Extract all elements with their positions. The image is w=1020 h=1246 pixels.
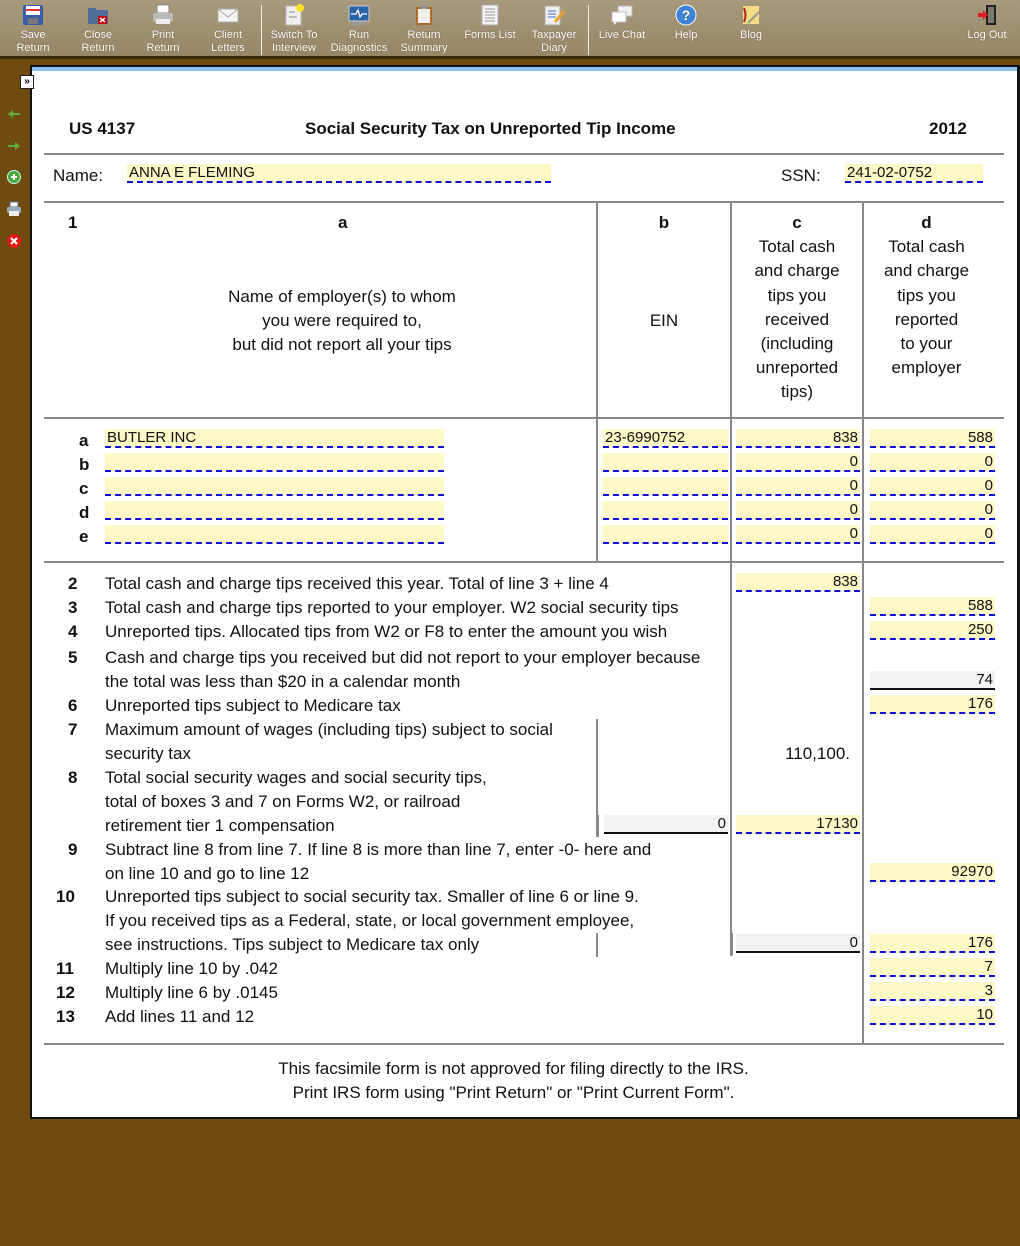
- line-6-number: 6: [68, 696, 78, 715]
- floppy-disk-icon: [22, 4, 44, 26]
- line-8-text-2: total of boxes 3 and 7 on Forms W2, or railroad: [105, 792, 461, 811]
- toolbar-separator-2: [588, 5, 589, 55]
- blog-button[interactable]: [736, 4, 766, 56]
- switch-to-interview-label-2: Interview: [271, 42, 317, 54]
- line-2-text: Total cash and charge tips received this year. Total of line 3 + line 4: [105, 574, 609, 593]
- line-8-field[interactable]: 17130: [736, 815, 860, 834]
- log-out-button[interactable]: [964, 4, 1010, 56]
- save-return-label-2: Return: [16, 42, 50, 54]
- diary-pencil-icon: [543, 4, 565, 26]
- name-field[interactable]: ANNA E FLEMING: [127, 164, 551, 183]
- run-diagnostics-button[interactable]: [330, 4, 388, 56]
- close-return-label-2: Return: [81, 42, 115, 54]
- line-5-field[interactable]: 74: [870, 671, 995, 690]
- line-9-text: Subtract line 8 from line 7. If line 8 is more than line 7, enter -0- here and: [105, 840, 652, 859]
- column-divider-b: [596, 203, 598, 561]
- delete-icon[interactable]: [6, 233, 22, 249]
- print-return-label: Print: [151, 29, 175, 41]
- run-diagnostics-label: Run: [348, 29, 370, 41]
- line-8-number: 8: [68, 768, 78, 787]
- col-c-header-line: tips): [780, 382, 814, 402]
- col-c-header: [732, 211, 862, 405]
- taxpayer-diary-button[interactable]: [530, 4, 578, 56]
- switch-to-interview-label: Switch To: [270, 29, 318, 41]
- monitor-pulse-icon: [348, 4, 370, 26]
- print-return-label-2: Return: [146, 42, 180, 54]
- employer-row-letter: c: [79, 479, 89, 498]
- employer-row-letter: d: [79, 503, 90, 522]
- line-4-number: 4: [68, 622, 78, 641]
- line-8-sub-field[interactable]: 0: [604, 815, 728, 834]
- facsimile-notice-line: This facsimile form is not approved for filing directly to the IRS.: [278, 1059, 749, 1078]
- folder-close-icon: [87, 4, 109, 26]
- blog-label: Blog: [739, 29, 763, 41]
- line-3-text: Total cash and charge tips reported to your employer. W2 social security tips: [105, 598, 679, 617]
- interview-icon: [283, 4, 305, 26]
- col-c-letter: c: [792, 213, 802, 232]
- col-b-header: EIN: [649, 311, 679, 330]
- line-10-number: 10: [56, 887, 75, 906]
- divider: [44, 561, 1004, 563]
- col-d-header-line: tips you: [897, 285, 956, 305]
- svg-text:?: ?: [681, 7, 691, 23]
- name-label: Name:: [53, 166, 104, 185]
- forms-list-button[interactable]: [462, 4, 518, 56]
- col-d-header-line: reported: [894, 309, 959, 329]
- scroll-quill-icon: [740, 4, 762, 26]
- save-return-button[interactable]: [14, 4, 52, 56]
- employer-ein-field[interactable]: [603, 453, 728, 472]
- col-d-header: [864, 211, 989, 380]
- employer-ein-field[interactable]: 23-6990752: [603, 429, 728, 448]
- close-return-label: Close: [83, 29, 113, 41]
- collapse-sidebar-button[interactable]: »: [20, 75, 34, 89]
- col-d-letter: d: [921, 213, 932, 232]
- employer-row-letter: e: [79, 527, 89, 546]
- divider: [44, 417, 1004, 419]
- line-1-number: 1: [68, 213, 78, 232]
- divider: [44, 153, 1004, 155]
- tips-received-field[interactable]: 838: [736, 429, 860, 448]
- line-9-field[interactable]: 92970: [870, 863, 995, 882]
- envelope-icon: [217, 4, 239, 26]
- col-a-letter: a: [338, 213, 348, 232]
- return-summary-label: Return: [407, 29, 441, 41]
- col-c-header-line: unreported: [755, 358, 839, 378]
- add-circle-icon[interactable]: [6, 169, 22, 185]
- employer-ein-field[interactable]: [603, 477, 728, 496]
- help-question-icon: [675, 4, 697, 26]
- clipboard-icon: [413, 4, 435, 26]
- line-5-text: Cash and charge tips you received but did not report to your employer because: [105, 648, 701, 667]
- tips-received-field[interactable]: 0: [736, 525, 860, 544]
- tips-received-field[interactable]: 0: [736, 501, 860, 520]
- line-7-text: Maximum amount of wages (including tips) subject to social: [105, 720, 553, 739]
- employer-name-field[interactable]: [105, 501, 444, 520]
- tips-reported-field[interactable]: 0: [870, 501, 995, 520]
- col-c-header-line: received: [764, 309, 830, 329]
- divider: [44, 1043, 1004, 1045]
- close-return-button[interactable]: [78, 4, 118, 56]
- line-7-value: 110,100.: [785, 744, 850, 763]
- col-c-header-line: Total cash: [758, 237, 836, 257]
- line-12-field[interactable]: 3: [870, 982, 995, 1001]
- employer-name-field[interactable]: [105, 477, 444, 496]
- tips-received-field[interactable]: 0: [736, 477, 860, 496]
- taxpayer-diary-label-2: Diary: [541, 42, 567, 54]
- tips-reported-field[interactable]: 0: [870, 525, 995, 544]
- forms-list-label: Forms List: [464, 29, 516, 41]
- ssn-label: SSN:: [781, 166, 821, 185]
- tips-received-field[interactable]: 0: [736, 453, 860, 472]
- sub-field-marker: [732, 933, 733, 955]
- employer-ein-field[interactable]: [603, 501, 728, 520]
- exit-door-icon: [976, 4, 998, 26]
- line-4-text: Unreported tips. Allocated tips from W2 or F8 to enter the amount you wish: [105, 622, 668, 641]
- switch-to-interview-button[interactable]: [268, 4, 320, 56]
- list-document-icon: [479, 4, 501, 26]
- form-id: US 4137: [69, 119, 136, 138]
- arrow-left-icon[interactable]: [6, 106, 22, 122]
- line-10-text-2: If you received tips as a Federal, state, or local government employee,: [105, 911, 635, 930]
- col-a-header-line: Name of employer(s) to whom: [228, 287, 456, 306]
- printer-icon: [152, 4, 174, 26]
- print-return-button[interactable]: [143, 4, 183, 56]
- run-diagnostics-label-2: Diagnostics: [330, 42, 388, 54]
- toolbar-separator: [261, 5, 262, 55]
- chat-bubbles-icon: [611, 4, 633, 26]
- live-chat-button[interactable]: [597, 4, 647, 56]
- line-4-field[interactable]: 250: [870, 621, 995, 640]
- line-2-number: 2: [68, 574, 78, 593]
- help-button[interactable]: [670, 4, 702, 56]
- form-year: 2012: [929, 119, 967, 138]
- line-3-field[interactable]: 588: [870, 597, 995, 616]
- col-a-header: [132, 285, 552, 358]
- facsimile-notice: [32, 1057, 995, 1105]
- tips-reported-field[interactable]: 0: [870, 453, 995, 472]
- client-letters-label-2: Letters: [211, 42, 245, 54]
- employer-ein-field[interactable]: [603, 525, 728, 544]
- col-a-header-line: but did not report all your tips: [232, 335, 452, 355]
- live-chat-label: Live Chat: [598, 29, 646, 41]
- employer-row-letter: b: [79, 455, 90, 474]
- col-b-letter: b: [658, 213, 670, 232]
- form-title: Social Security Tax on Unreported Tip Income: [305, 119, 676, 138]
- return-summary-button[interactable]: [398, 4, 450, 56]
- help-label: Help: [674, 29, 698, 41]
- col-c-header-line: (including: [760, 334, 834, 354]
- save-return-label: Save: [20, 29, 46, 41]
- arrow-right-icon[interactable]: [6, 138, 22, 154]
- col-d-header-line: employer: [891, 358, 962, 378]
- line-3-number: 3: [68, 598, 78, 617]
- employer-name-field[interactable]: BUTLER INC: [105, 429, 444, 448]
- client-letters-label: Client: [213, 29, 243, 41]
- line-12-number: 12: [56, 983, 75, 1002]
- line-5-text-2: the total was less than $20 in a calendar month: [105, 672, 461, 691]
- return-summary-label-2: Summary: [400, 42, 448, 54]
- col-c-header-line: and charge: [754, 261, 840, 281]
- line-10-field[interactable]: 176: [870, 934, 995, 953]
- log-out-label: Log Out: [967, 29, 1007, 41]
- divider: [44, 201, 1004, 203]
- line-5-number: 5: [68, 648, 78, 667]
- client-letters-button[interactable]: [208, 4, 248, 56]
- col-d-header-line: and charge: [883, 261, 970, 281]
- employer-row-letter: a: [79, 431, 89, 450]
- line-10-text-3: see instructions. Tips subject to Medicare tax only: [105, 935, 480, 954]
- line-10-sub-field[interactable]: 0: [736, 934, 860, 953]
- line-13-number: 13: [56, 1007, 75, 1026]
- employer-name-field[interactable]: [105, 453, 444, 472]
- facsimile-notice-line: Print IRS form using "Print Return" or "Print Current Form".: [292, 1083, 735, 1102]
- line-8-text: Total social security wages and social security tips,: [105, 768, 487, 787]
- form-panel: [24, 65, 1020, 1119]
- line-13-field[interactable]: 10: [870, 1006, 995, 1025]
- col-a-header-line: you were required to,: [262, 311, 422, 331]
- line-10-text: Unreported tips subject to social security tax. Smaller of line 6 or line 9.: [105, 887, 639, 906]
- ssn-field[interactable]: 241-02-0752: [845, 164, 983, 183]
- col-d-header-line: to your: [900, 334, 953, 354]
- line-11-text: Multiply line 10 by .042: [105, 959, 278, 978]
- line-6-field[interactable]: 176: [870, 695, 995, 714]
- tips-reported-field[interactable]: 0: [870, 477, 995, 496]
- col-c-header-line: tips you: [767, 285, 827, 305]
- sub-field-marker: [598, 815, 599, 837]
- main-toolbar: [0, 0, 1020, 59]
- line-7-number: 7: [68, 720, 78, 739]
- line-9-text-2: on line 10 and go to line 12: [105, 864, 310, 883]
- line-7-text-2: security tax: [105, 744, 191, 763]
- line-11-number: 11: [56, 959, 74, 978]
- sub-column-divider-2: [596, 933, 598, 957]
- printer-icon[interactable]: [6, 201, 22, 217]
- line-2-field[interactable]: 838: [736, 573, 860, 592]
- line-9-number: 9: [68, 840, 78, 859]
- line-13-text: Add lines 11 and 12: [105, 1007, 255, 1026]
- employer-name-field[interactable]: [105, 525, 444, 544]
- taxpayer-diary-label: Taxpayer: [531, 29, 577, 41]
- line-6-text: Unreported tips subject to Medicare tax: [105, 696, 401, 715]
- panel-top-bar: [32, 67, 1017, 71]
- line-11-field[interactable]: 7: [870, 958, 995, 977]
- tips-reported-field[interactable]: 588: [870, 429, 995, 448]
- line-8-text-3: retirement tier 1 compensation: [105, 816, 335, 835]
- line-12-text: Multiply line 6 by .0145: [105, 983, 278, 1002]
- col-d-header-line: Total cash: [888, 237, 965, 257]
